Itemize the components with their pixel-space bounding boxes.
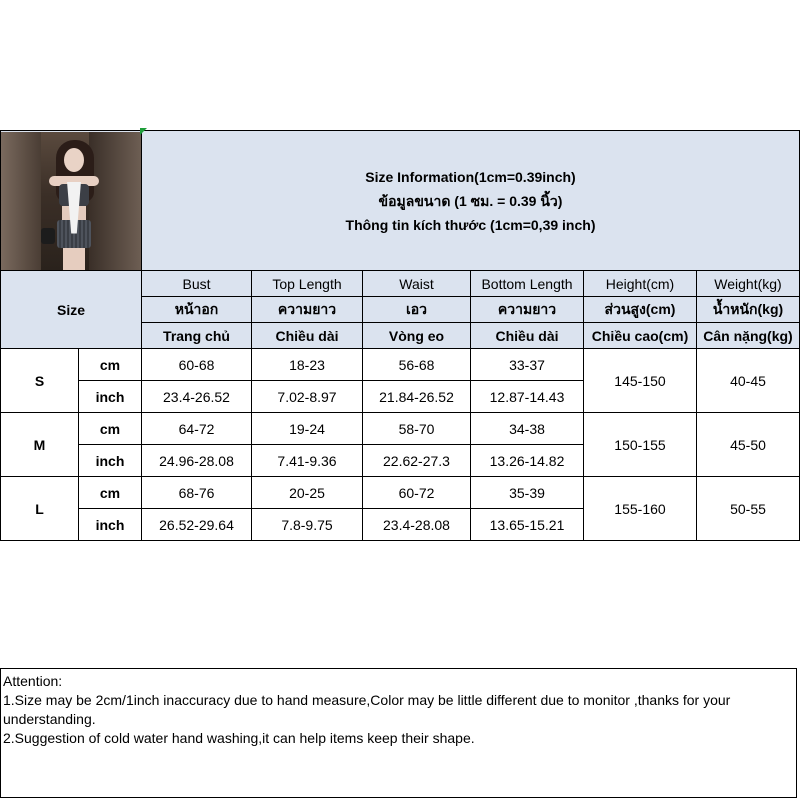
- table-cell: 64-72: [142, 413, 252, 445]
- table-cell: 7.02-8.97: [252, 381, 363, 413]
- product-photo: [1, 132, 142, 270]
- col-top-length-th: ความยาว: [252, 297, 363, 323]
- col-weight-en: Weight(kg): [697, 271, 800, 297]
- weight-s: 40-45: [697, 349, 800, 413]
- product-photo-cell: [1, 131, 142, 271]
- size-chart: [0, 130, 799, 746]
- title-english: Size Information(1cm=0.39inch): [365, 168, 576, 185]
- table-cell: 58-70: [363, 413, 471, 445]
- unit-inch: inch: [79, 381, 142, 413]
- attention-note-2: 2.Suggestion of cold water hand washing,it can help items keep their shape.: [3, 730, 475, 746]
- col-weight-vi: Cân nặng(kg): [697, 323, 800, 349]
- attention-heading: Attention:: [3, 673, 63, 689]
- table-cell: 20-25: [252, 477, 363, 509]
- unit-cm: cm: [79, 477, 142, 509]
- col-waist-vi: Vòng eo: [363, 323, 471, 349]
- col-bust-th: หน้าอก: [142, 297, 252, 323]
- title-vietnamese: Thông tin kích thước (1cm=0,39 inch): [345, 216, 596, 233]
- size-information-title: [142, 131, 800, 271]
- unit-cm: cm: [79, 349, 142, 381]
- table-cell: 21.84-26.52: [363, 381, 471, 413]
- col-waist-th: เอว: [363, 297, 471, 323]
- unit-inch: inch: [79, 509, 142, 541]
- table-cell: 35-39: [471, 477, 584, 509]
- weight-m: 45-50: [697, 413, 800, 477]
- col-weight-th: น้ำหนัก(kg): [697, 297, 800, 323]
- size-label-s: S: [1, 349, 79, 413]
- corner-mark-icon: [140, 128, 147, 135]
- size-label-m: M: [1, 413, 79, 477]
- unit-inch: inch: [79, 445, 142, 477]
- title-thai: ข้อมูลขนาด (1 ซม. = 0.39 นิ้ว): [378, 192, 563, 209]
- table-cell: 13.26-14.82: [471, 445, 584, 477]
- height-m: 150-155: [584, 413, 697, 477]
- col-height-vi: Chiều cao(cm): [584, 323, 697, 349]
- table-cell: 22.62-27.3: [363, 445, 471, 477]
- col-top-length-en: Top Length: [252, 271, 363, 297]
- table-cell: 60-72: [363, 477, 471, 509]
- table-cell: 19-24: [252, 413, 363, 445]
- col-top-length-vi: Chiều dài: [252, 323, 363, 349]
- table-cell: 26.52-29.64: [142, 509, 252, 541]
- col-height-th: ส่วนสูง(cm): [584, 297, 697, 323]
- table-cell: 23.4-28.08: [363, 509, 471, 541]
- table-cell: 12.87-14.43: [471, 381, 584, 413]
- table-cell: 33-37: [471, 349, 584, 381]
- table-cell: 13.65-15.21: [471, 509, 584, 541]
- col-bust-vi: Trang chủ: [142, 323, 252, 349]
- col-bust-en: Bust: [142, 271, 252, 297]
- table-cell: 24.96-28.08: [142, 445, 252, 477]
- size-label-l: L: [1, 477, 79, 541]
- attention-note-1: 1.Size may be 2cm/1inch inaccuracy due to hand measure,Color may be little different due to monitor ,thanks for your understanding.: [3, 692, 731, 727]
- table-cell: 23.4-26.52: [142, 381, 252, 413]
- col-waist-en: Waist: [363, 271, 471, 297]
- weight-l: 50-55: [697, 477, 800, 541]
- col-height-en: Height(cm): [584, 271, 697, 297]
- table-cell: 18-23: [252, 349, 363, 381]
- size-table: [0, 130, 800, 541]
- col-bottom-length-th: ความยาว: [471, 297, 584, 323]
- col-bottom-length-en: Bottom Length: [471, 271, 584, 297]
- table-cell: 7.8-9.75: [252, 509, 363, 541]
- table-cell: 60-68: [142, 349, 252, 381]
- attention-notes: [0, 668, 797, 798]
- col-bottom-length-vi: Chiều dài: [471, 323, 584, 349]
- table-cell: 68-76: [142, 477, 252, 509]
- size-header: Size: [1, 271, 142, 349]
- height-l: 155-160: [584, 477, 697, 541]
- table-cell: 34-38: [471, 413, 584, 445]
- table-cell: 56-68: [363, 349, 471, 381]
- table-cell: 7.41-9.36: [252, 445, 363, 477]
- unit-cm: cm: [79, 413, 142, 445]
- height-s: 145-150: [584, 349, 697, 413]
